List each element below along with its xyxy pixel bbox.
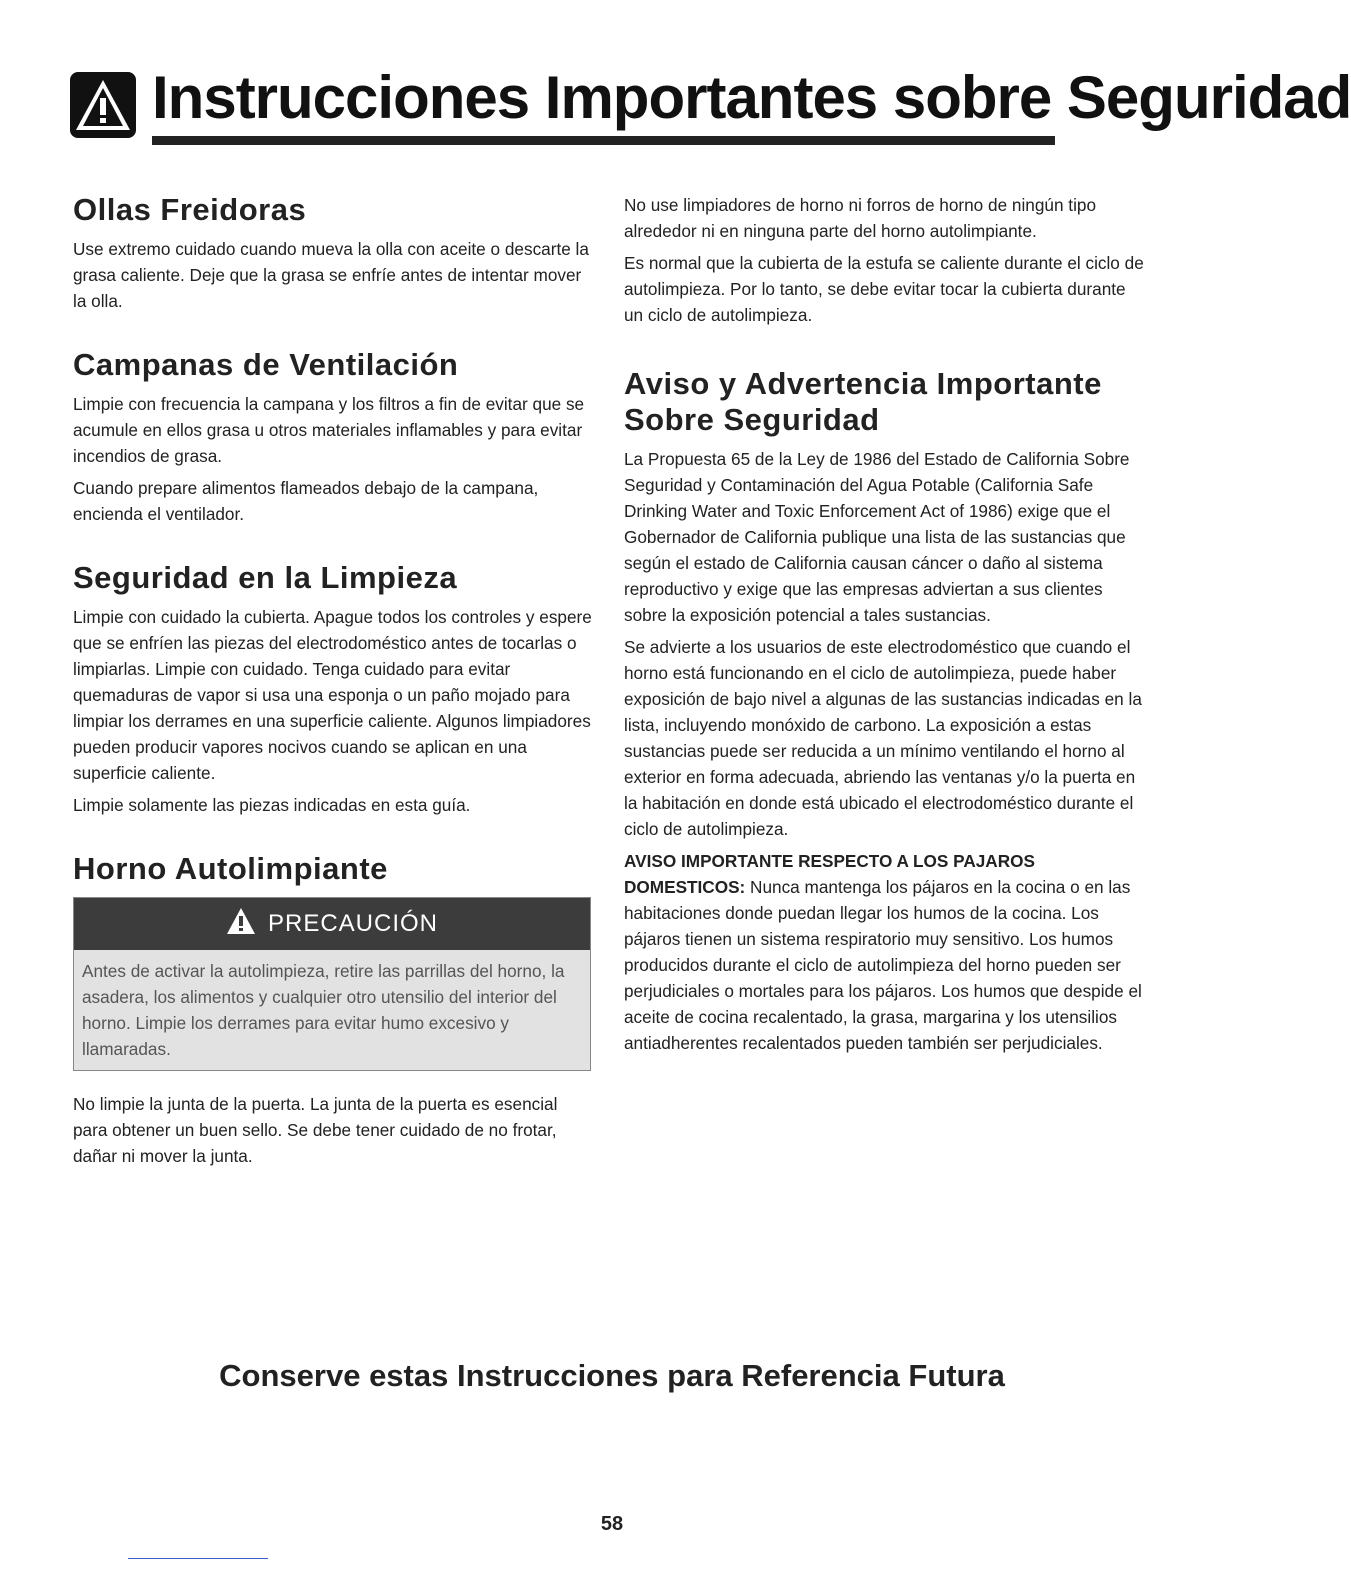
section-heading: Seguridad en la Limpieza	[73, 560, 458, 595]
right-column	[624, 192, 1144, 1089]
title-underline	[152, 136, 1055, 145]
section-limpieza	[73, 560, 593, 818]
paragraph: Limpie con cuidado la cubierta. Apague todos los controles y espere que se enfríen las piezas del electrodoméstico antes de tocarlas o limpiarlas. Limpie con cuidado. Tenga cuidado para evitar quemaduras de vapor si usa una esponja o un paño mojado para limpiar los derrames en una superficie caliente. Algunos limpiadores pueden producir vapores nocivos cuando se aplican en una superficie caliente.	[73, 607, 592, 783]
section-heading: Campanas de Ventilación	[73, 347, 459, 382]
paragraph: Cuando prepare alimentos flameados debajo de la campana, encienda el ventilador.	[73, 478, 539, 524]
paragraph: Es normal que la cubierta de la estufa se caliente durante el ciclo de autolimpieza. Por lo tanto, se debe evitar tocar la cubierta durante un ciclo de autolimpieza.	[624, 253, 1144, 325]
paragraph: No use limpiadores de horno ni forros de horno de ningún tipo alrededor ni en ninguna parte del horno autolimpiante.	[624, 195, 1097, 241]
caution-text: Antes de activar la autolimpieza, retire las parrillas del horno, la asadera, los alimentos y cualquier otro utensilio del interior del horno. Limpie los derrames para evitar humo excesivo y llamaradas.	[82, 961, 565, 1059]
caution-header	[74, 898, 590, 950]
section-heading: Horno Autolimpiante	[73, 851, 388, 886]
paragraph: Limpie con frecuencia la campana y los filtros a fin de evitar que se acumule en ellos grasa u otros materiales inflamables y para evitar incendios de grasa.	[73, 394, 585, 466]
paragraph: La Propuesta 65 de la Ley de 1986 del Estado de California Sobre Seguridad y Contaminación del Agua Potable (California Safe Drinking Water and Toxic Enforcement Act of 1986) exige que el Gobernador de California publique una lista de las sustancias que según el estado de California causan cáncer o daño al sistema reproductivo y exige que las empresas adviertan a sus clientes sobre la exposición potencial a tales sustancias.	[624, 449, 1130, 625]
paragraph	[624, 848, 1144, 1056]
footer-note: Conserve estas Instrucciones para Referencia Futura	[219, 1358, 1005, 1393]
paragraph: Se advierte a los usuarios de este electrodoméstico que cuando el horno está funcionando en el ciclo de autolimpieza, puede haber exposición de bajo nivel a algunas de las sustancias indicadas en la lista, incluyendo monóxido de carbono. La exposición a estas sustancias puede ser reducida a un mínimo ventilando el horno al exterior en forma adecuada, abriendo las ventanas y/o la puerta en la habitación en donde está ubicado el electrodoméstico durante el ciclo de autolimpieza.	[624, 637, 1142, 839]
caution-label: PRECAUCIÓN	[267, 910, 439, 937]
caution-body	[74, 950, 590, 1070]
bold-lead: AVISO IMPORTANTE RESPECTO A LOS PAJAROS DOMESTICOS:	[624, 851, 1035, 897]
section-horno-autolimpiante	[73, 851, 593, 1169]
page-title: Instrucciones Importantes sobre Seguridad	[152, 64, 1351, 131]
footer-rule	[128, 1558, 268, 1559]
paragraph: No limpie la junta de la puerta. La junta de la puerta es esencial para obtener un buen sello. Se debe tener cuidado de no frotar, dañar ni mover la junta.	[73, 1094, 558, 1166]
caution-box	[73, 897, 591, 1071]
caution-triangle-icon	[226, 907, 256, 942]
section-heading: Aviso y Advertencia Importante Sobre Seguridad	[624, 366, 1102, 437]
warning-triangle-icon	[70, 72, 136, 138]
paragraph: Limpie solamente las piezas indicadas en esta guía.	[73, 795, 471, 815]
left-column	[73, 192, 593, 1202]
section-aviso	[624, 366, 1144, 1056]
section-ollas-freidoras	[73, 192, 593, 314]
paragraph-text: Nunca mantenga los pájaros en la cocina o en las habitaciones donde puedan llegar los humos de la cocina. Los pájaros tienen un sistema respiratorio muy sensitivo. Los humos producidos durante el ciclo de autolimpieza del horno pueden ser perjudiciales o mortales para los pájaros. Los humos que despide el aceite de cocina recalentado, la grasa, margarina y los utensilios antiadherentes recalentados pueden también ser perjudiciales.	[624, 877, 1142, 1053]
page-header	[70, 58, 1351, 148]
page-number: 58	[600, 1513, 624, 1535]
paragraph: Use extremo cuidado cuando mueva la olla con aceite o descarte la grasa caliente. Deje que la grasa se enfríe antes de intentar mover la olla.	[73, 239, 589, 311]
section-heading: Ollas Freidoras	[73, 192, 307, 227]
section-campanas	[73, 347, 593, 527]
